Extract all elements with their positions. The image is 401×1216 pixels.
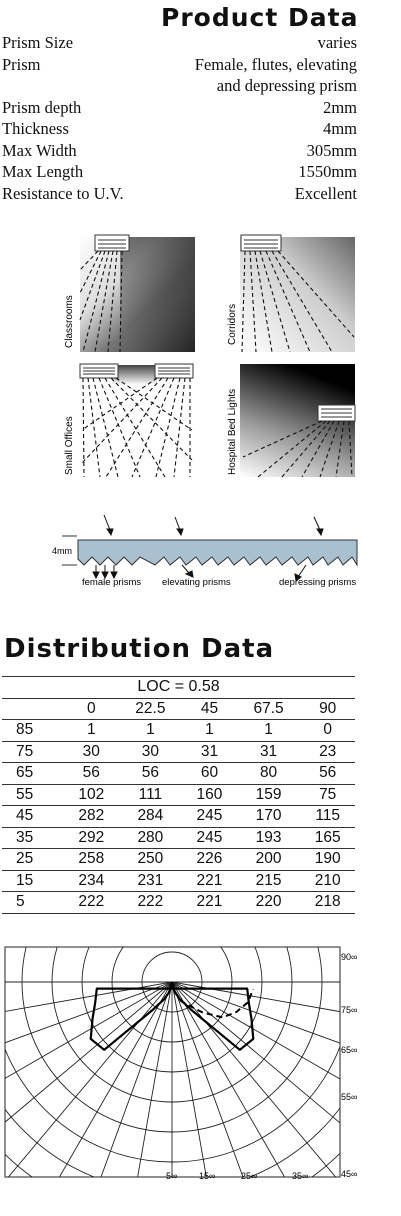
spec-label: Max Width [2, 140, 77, 160]
spec-label: Prism Size [2, 33, 74, 52]
table-cell: 170 [237, 806, 301, 828]
table-cell: 222 [119, 892, 183, 914]
grid-spoke [0, 982, 172, 1182]
table-cell: 280 [119, 827, 183, 849]
table-cell: 245 [182, 827, 237, 849]
prism-cross-section [52, 515, 357, 588]
elevating-prisms-label: elevating prisms [162, 577, 231, 588]
table-cell: 30 [119, 741, 183, 763]
table-cell: 1 [119, 720, 183, 742]
small-offices-label: Small Offices [64, 416, 75, 475]
grid-ring [0, 945, 401, 1205]
table-cell: 102 [64, 784, 119, 806]
table-cell: 215 [237, 870, 301, 892]
table-cell: 1 [237, 720, 301, 742]
angle-label-bottom: 15∞ [199, 1171, 216, 1181]
table-cell: 231 [119, 870, 183, 892]
table-row [2, 827, 355, 849]
table-cell: 115 [300, 806, 355, 828]
table-cell: 56 [119, 763, 183, 785]
polar-grid [0, 945, 401, 1205]
angle-label-bottom: 5∞ [166, 1171, 178, 1181]
angle-label-right: 65∞ [341, 1045, 358, 1055]
row-angle: 5 [2, 892, 64, 914]
corridors-diagram [227, 235, 355, 352]
table-cell: 80 [237, 763, 301, 785]
column-header: 45 [182, 698, 237, 720]
table-cell: 220 [237, 892, 301, 914]
distribution-table [2, 676, 355, 914]
spec-row [2, 119, 357, 141]
female-prisms-label: female prisms [82, 577, 142, 588]
angle-label-right: 90∞ [341, 952, 358, 962]
row-angle: 25 [2, 849, 64, 871]
spec-value: Female, flutes, elevating [194, 54, 357, 74]
distribution-data-title: Distribution Data [4, 634, 275, 664]
row-angle: 55 [2, 784, 64, 806]
table-cell: 234 [64, 870, 119, 892]
angle-label-right: 45∞ [341, 1169, 358, 1179]
grid-ring [0, 945, 401, 1205]
spec-row [2, 55, 357, 77]
spec-label: Resistance to U.V. [2, 183, 124, 203]
table-cell: 200 [237, 849, 301, 871]
hospital-diagram [227, 364, 355, 477]
spec-value: and depressing prism [216, 76, 357, 95]
spec-value: 4mm [323, 119, 357, 138]
table-cell: 31 [182, 741, 237, 763]
table-cell: 284 [119, 806, 183, 828]
polar-distribution-diagram [0, 945, 401, 1205]
loc-value: LOC = 0.58 [2, 677, 355, 699]
table-cell: 31 [237, 741, 301, 763]
table-cell: 60 [182, 763, 237, 785]
table-cell: 221 [182, 892, 237, 914]
column-header: 90 [300, 698, 355, 720]
table-header-row [2, 698, 355, 720]
table-cell: 222 [64, 892, 119, 914]
table-cell: 1 [64, 720, 119, 742]
table-cell: 23 [300, 741, 355, 763]
table-cell: 292 [64, 827, 119, 849]
spec-row [2, 162, 357, 184]
table-cell: 0 [300, 720, 355, 742]
row-angle: 75 [2, 741, 64, 763]
table-cell: 75 [300, 784, 355, 806]
angle-label-right: 55∞ [341, 1092, 358, 1102]
grid-spoke [103, 982, 172, 1205]
depressing-prisms-label: depressing prisms [279, 577, 357, 588]
corridors-label: Corridors [227, 303, 238, 345]
table-cell: 193 [237, 827, 301, 849]
spec-row [2, 76, 357, 98]
spec-label: Max Length [2, 162, 84, 181]
row-angle: 35 [2, 827, 64, 849]
spec-label: Prism [2, 54, 41, 74]
column-header: 67.5 [237, 698, 301, 720]
spec-row [2, 184, 357, 206]
table-row [2, 741, 355, 763]
grid-spoke [172, 982, 401, 1182]
product-data-title: Product Data [161, 3, 359, 32]
spec-value: Excellent [294, 183, 357, 203]
spec-label: Prism depth [2, 97, 82, 117]
table-cell: 165 [300, 827, 355, 849]
column-header [2, 698, 64, 720]
grid-ring [0, 945, 401, 1205]
table-cell: 226 [182, 849, 237, 871]
column-header: 22.5 [119, 698, 183, 720]
table-row [2, 763, 355, 785]
spec-value: 1550mm [298, 162, 357, 181]
table-cell: 159 [237, 784, 301, 806]
polar-frame [5, 947, 340, 1177]
table-row [2, 720, 355, 742]
table-row [2, 849, 355, 871]
table-cell: 245 [182, 806, 237, 828]
classrooms-label: Classrooms [64, 295, 75, 348]
angle-label-bottom: 35∞ [292, 1171, 309, 1181]
row-angle: 15 [2, 870, 64, 892]
table-cell: 160 [182, 784, 237, 806]
grid-spoke [35, 982, 172, 1205]
spec-value: 305mm [306, 140, 357, 160]
curve-90-degree [172, 982, 253, 1017]
loc-row [2, 677, 355, 699]
angle-label-right: 75∞ [341, 1005, 358, 1015]
table-cell: 218 [300, 892, 355, 914]
table-row [2, 870, 355, 892]
table-cell: 190 [300, 849, 355, 871]
table-cell: 221 [182, 870, 237, 892]
spec-label: Thickness [2, 119, 69, 138]
row-angle: 85 [2, 720, 64, 742]
spec-value: 2mm [323, 97, 357, 117]
grid-spoke [0, 982, 172, 1119]
row-angle: 65 [2, 763, 64, 785]
table-cell: 56 [64, 763, 119, 785]
hospital-label: Hospital Bed Lights [227, 388, 238, 475]
table-row [2, 892, 355, 914]
grid-ring [0, 945, 352, 1162]
spec-value: varies [317, 33, 357, 52]
table-cell: 258 [64, 849, 119, 871]
classrooms-diagram [64, 235, 195, 352]
thickness-label: 4mm [52, 546, 72, 556]
table-cell: 210 [300, 870, 355, 892]
spec-row [2, 33, 357, 55]
table-row [2, 784, 355, 806]
table-cell: 56 [300, 763, 355, 785]
table-cell: 30 [64, 741, 119, 763]
column-header: 0 [64, 698, 119, 720]
angle-label-bottom: 25∞ [241, 1171, 258, 1181]
table-cell: 282 [64, 806, 119, 828]
spec-row [2, 141, 357, 163]
spec-row [2, 98, 357, 120]
table-cell: 111 [119, 784, 183, 806]
table-cell: 1 [182, 720, 237, 742]
grid-ring [0, 945, 401, 1205]
table-cell: 250 [119, 849, 183, 871]
small-offices-diagram [64, 364, 193, 477]
table-row [2, 806, 355, 828]
row-angle: 45 [2, 806, 64, 828]
